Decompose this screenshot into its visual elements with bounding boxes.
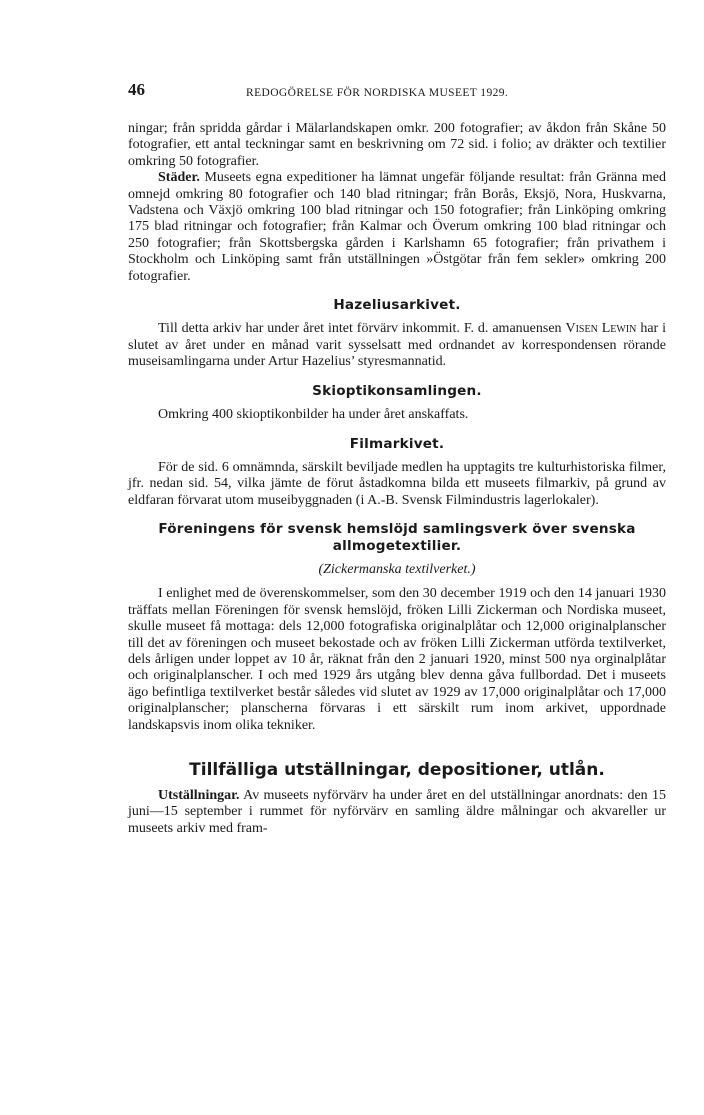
hazelius-text-b: har i slutet av året under en månad varit sysselsatt med ordnandet av korrespondensen rörande museisamlingarna under Artur Hazelius’ styresmannatid. [128, 321, 667, 370]
page-number: 46 [128, 80, 145, 99]
paragraph-utstallningar [128, 788, 666, 837]
utstallningar-text: Av museets nyförvärv ha under året en del utställningar anordnats: den 15 juni—15 september i rummet för nyförvärv en samling äldre målningar och akvareller ur museets arkiv med fram- [128, 788, 666, 836]
chapter-heading: Tillfälliga utställningar, depositioner, utlån. [189, 760, 605, 780]
run-in-heading-stader: Städer. [158, 170, 200, 186]
section-heading-hazelius: Hazeliusarkivet. [333, 297, 461, 314]
page-body [128, 121, 666, 837]
run-in-heading-utstallningar: Utställningar. [158, 788, 240, 803]
person-name: Visen Lewin [565, 321, 637, 337]
section-heading-skioptikon: Skioptikonsamlingen. [312, 382, 482, 399]
paragraph-hazelius [128, 321, 666, 370]
paragraph-skioptikon: Omkring 400 skioptikonbilder ha under året anskaffats. [158, 407, 469, 423]
section-heading-film: Filmarkivet. [349, 435, 445, 452]
hazelius-text-a: Till detta arkiv har under året intet förvärv inkommit. F. d. amanuensen [158, 321, 566, 337]
paragraph-continued: ningar; från spridda gårdar i Mälarlandskapen omkr. 200 fotografier; av åkdon från Skåne 50 fotografier, ett antal teckningar samt en beskrivning om 72 sid. i folio; av dräkter och textilier omkring 50 fotografier. [128, 121, 666, 169]
section-subtitle: (Zickermanska textilverket.) [318, 561, 476, 577]
paragraph-film: För de sid. 6 omnämnda, särskilt beviljade medlen ha upptagits tre kulturhistoriska filmer, jfr. nedan sid. 54, vilka jämte de förut åstadkomna bilda ett museets filmarkiv, på grund av eldfaran förvarat utom museibyggnaden (i A.-B. Svensk Filmindustris lagerlokaler). [128, 459, 666, 508]
page-header [128, 80, 670, 104]
paragraph-foreningen: I enlighet med de överenskommelser, som den 30 december 1919 och den 14 januari 1930 träffats mellan Föreningen för svensk hemslöjd, fröken Lilli Zickerman och Nordiska museet, skulle museet få mottaga: dels 12,000 fotografiska originalplåtar och 12,000 originalplanscher till det av föreningen och museet bekostade och av fröken Lilli Zickerman utförda textilverket, dels årligen under loppet av 10 år, räknat från den 2 januari 1920, minst 500 nya orginalplåtar och originalplanscher. I och med 1929 års utgång blev denna gåva fullbordad. Det i museets ägo befintliga textilverket består således vid slutet av 1929 av 17,000 originalplåtar och 17,000 originalplanscher; planscherna förvaras i ett särskilt rum inom arkivet, uppordnade landskapsvis inom olika tekniker. [128, 586, 666, 733]
section-heading-foreningen-line1: Föreningens för svensk hemslöjd samlingsverk över svenska [158, 521, 636, 538]
paragraph-stader [128, 170, 666, 285]
stader-text: Museets egna expeditioner ha lämnat ungefär följande resultat: från Gränna med omnejd omkring 80 fotografier och 140 blad ritningar; från Borås, Eksjö, Nora, Huskvarna, Vadstena och Växjö omkring 100 blad ritningar och 150 fotografier; från Linköping omkring 175 blad ritningar och fotografier; från Kalmar och Överum omkring 100 blad ritningar och 250 fotografier; från Skottsbergska gården i Karlshamn 65 fotografier; från privathem i Stockholm och Linköping samt från utställningen »Östgötar från fem sekler» omkring 200 fotografier. [128, 170, 666, 284]
section-heading-foreningen-line2: allmogetextilier. [332, 537, 462, 554]
running-title: REDOGÖRELSE FÖR NORDISKA MUSEET 1929. [246, 87, 509, 99]
